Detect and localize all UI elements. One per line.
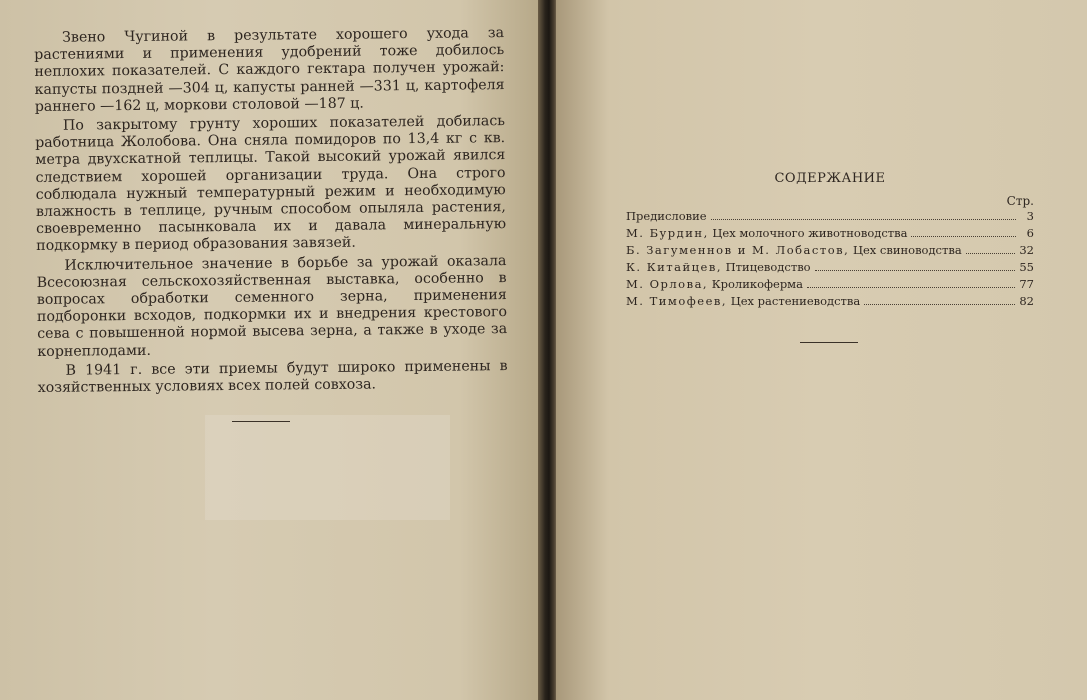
toc-page-number: 77 (1019, 277, 1034, 291)
left-page (0, 0, 540, 700)
toc-entry-title: Цех молочного животноводства (712, 226, 908, 240)
toc-entry (626, 276, 1034, 293)
dot-leader (966, 244, 1016, 254)
right-page (556, 0, 1087, 700)
toc-entry (626, 225, 1034, 242)
dot-leader (864, 295, 1015, 305)
table-of-contents (626, 170, 1034, 310)
dot-leader (815, 261, 1016, 271)
paper-stain (205, 415, 450, 520)
toc-entry-author: К. Китайцев, (626, 260, 722, 274)
toc-entry (626, 259, 1034, 276)
toc-page-number: 32 (1019, 243, 1034, 257)
toc-entry (626, 293, 1034, 310)
book-spine (538, 0, 558, 700)
toc-page-number: 55 (1019, 260, 1034, 274)
toc-page-number: 82 (1019, 294, 1034, 308)
toc-entry-title: Предисловие (626, 209, 707, 223)
section-divider (800, 342, 858, 343)
toc-entry-author: Б. Загуменнов и М. Лобастов, (626, 243, 850, 257)
paragraph: В 1941 г. все эти приемы будут широко применены в хозяйственных условиях всех полей совхоза. (37, 357, 508, 397)
dot-leader (807, 278, 1015, 288)
toc-entry-title: Цех свиноводства (852, 243, 962, 257)
section-divider (232, 421, 290, 422)
toc-entry-title: Птицеводство (725, 260, 811, 274)
paragraph: Исключительное значение в борьбе за урожай оказала Всесоюзная сельскохозяйственная выставка, особенно в вопросах обработки семенного зерна, применения подборонки всходов, подкормки их и внедрения крестового сева с повышенной нормой высева зерна, а также в уходе за корнеплодами. (36, 252, 508, 360)
toc-entry-author: М. Тимофеев, (626, 294, 728, 308)
toc-entry-title: Цех растениеводства (730, 294, 861, 308)
body-text (34, 25, 508, 399)
dot-leader (911, 227, 1016, 237)
toc-entry-author: М. Орлова, (626, 277, 709, 291)
dot-leader (711, 210, 1016, 220)
toc-entry-author: М. Бурдин, (626, 226, 709, 240)
toc-page-number: 3 (1026, 209, 1034, 223)
toc-title: СОДЕРЖАНИЕ (774, 171, 886, 186)
page-column-label: Стр. (1006, 194, 1034, 208)
toc-entry (626, 208, 1034, 225)
toc-entry-title: Кроликоферма (711, 277, 803, 291)
paragraph: По закрытому грунту хороших показателей добилась работница Жолобова. Она сняла помидоров по 13,4 кг с кв. метра двухскатной теплицы. Такой высокий урожай явился следствием хорошей организации труда. Она строго соблюдала нужный температурный режим и необходимую влажность в теплице, ручным способом опыляла растения, своевременно пасынковала их и давала минеральную подкормку в период образования завязей. (35, 113, 507, 255)
paragraph: Звено Чугиной в результате хорошего ухода за растениями и применения удобрений тоже добилось неплохих показателей. С каждого гектара получен урожай: капусты поздней —304 ц, капусты ранней —331 ц, картофеля раннего —162 ц, моркови столовой —187 ц. (34, 25, 505, 115)
toc-entry (626, 242, 1034, 259)
toc-page-number: 6 (1026, 226, 1034, 240)
